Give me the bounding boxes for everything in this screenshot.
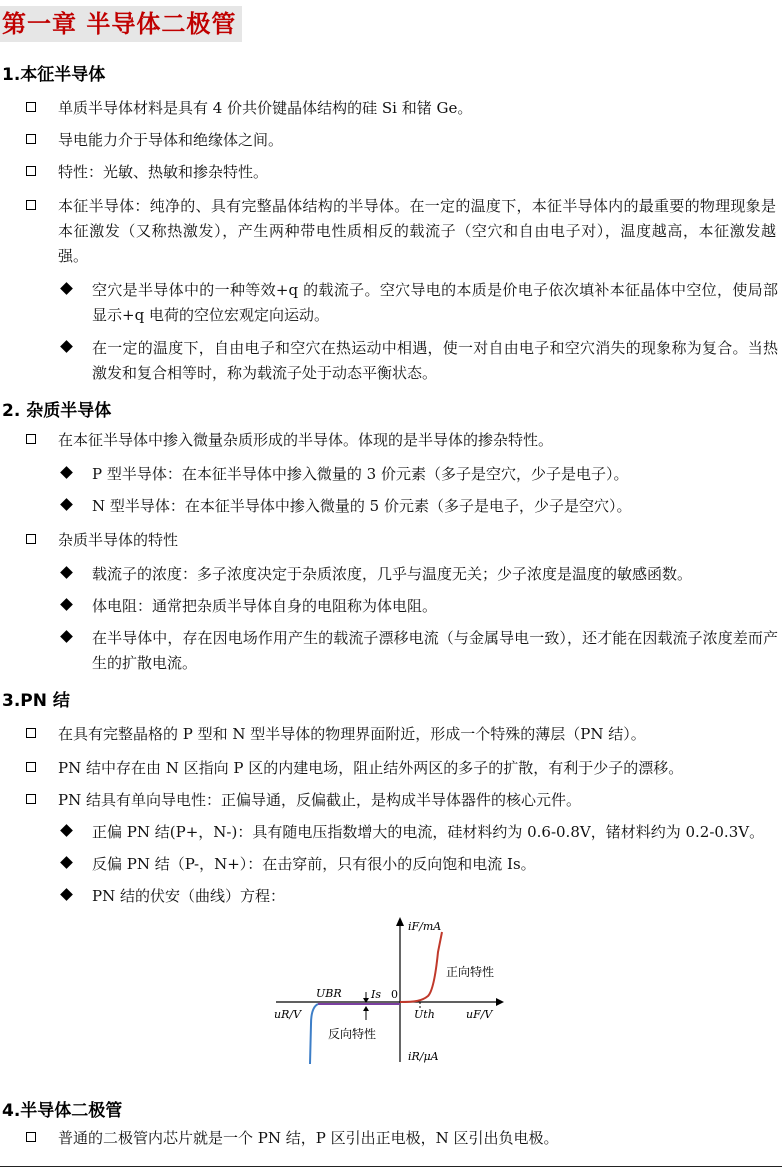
sub-list-item bbox=[60, 884, 778, 909]
diamond-bullet-icon bbox=[60, 498, 73, 511]
list-item-text: 本征半导体：纯净的、具有完整晶体结构的半导体。在一定的温度下，本征半导体内的最重要的物理现象是本征激发（又称热激发），产生两种带电性质相反的载流子（空穴和自由电子对），温度越高，本征激发越强。 bbox=[58, 197, 776, 265]
checkbox-bullet-icon bbox=[26, 134, 36, 144]
list-item bbox=[26, 128, 776, 153]
checkbox-bullet-icon bbox=[26, 762, 36, 772]
diamond-bullet-icon bbox=[60, 340, 73, 353]
diamond-bullet-icon bbox=[60, 888, 73, 901]
diamond-bullet-icon bbox=[60, 598, 73, 611]
checkbox-bullet-icon bbox=[26, 434, 36, 444]
is-label: Is bbox=[371, 988, 381, 1001]
list-item-text: PN 结中存在由 N 区指向 P 区的内建电场，阻止结外两区的多子的扩散，有利于少子的漂移。 bbox=[58, 759, 684, 777]
section-title-4: 4.半导体二极管 bbox=[2, 1101, 123, 1121]
sub-list-item bbox=[60, 462, 778, 487]
list-item bbox=[26, 722, 776, 747]
diamond-bullet-icon bbox=[60, 856, 73, 869]
diamond-bullet-icon bbox=[60, 466, 73, 479]
list-item bbox=[26, 194, 776, 269]
sub-list-item bbox=[60, 562, 778, 587]
diamond-bullet-icon bbox=[60, 566, 73, 579]
sub-list-item-text: 反偏 PN 结（P-，N+）：在击穿前，只有很小的反向饱和电流 Is。 bbox=[92, 855, 536, 873]
uth-label: Uth bbox=[414, 1008, 435, 1021]
list-item bbox=[26, 96, 776, 121]
list-item-text: 在本征半导体中掺入微量杂质形成的半导体。体现的是半导体的掺杂特性。 bbox=[58, 431, 554, 449]
checkbox-bullet-icon bbox=[26, 200, 36, 210]
reverse-arrow-icon bbox=[363, 1006, 369, 1011]
sub-list-item bbox=[60, 626, 778, 676]
list-item-text: 杂质半导体的特性 bbox=[58, 531, 179, 549]
checkbox-bullet-icon bbox=[26, 534, 36, 544]
origin-label: 0 bbox=[391, 988, 398, 1001]
sub-list-item bbox=[60, 852, 778, 877]
ubr-label: UBR bbox=[316, 987, 342, 1000]
list-item-text: 在具有完整晶格的 P 型和 N 型半导体的物理界面附近，形成一个特殊的薄层（PN 结）。 bbox=[58, 725, 646, 743]
list-item-text: 导电能力介于导体和绝缘体之间。 bbox=[58, 131, 284, 149]
iR-label: iR/μA bbox=[408, 1050, 439, 1063]
sub-list-item-text: 空穴是半导体中的一种等效+q 的载流子。空穴导电的本质是价电子依次填补本征晶体中空位，使局部显示+q 电荷的空位宏观定向运动。 bbox=[92, 281, 778, 324]
sub-list-item-text: PN 结的伏安（曲线）方程： bbox=[92, 887, 285, 905]
checkbox-bullet-icon bbox=[26, 794, 36, 804]
checkbox-bullet-icon bbox=[26, 728, 36, 738]
section-title-3: 3.PN 结 bbox=[2, 691, 70, 711]
forward-label: 正向特性 bbox=[446, 965, 495, 979]
diamond-bullet-icon bbox=[60, 282, 73, 295]
list-item bbox=[26, 528, 776, 553]
iF-label: iF/mA bbox=[408, 920, 442, 933]
sub-list-item-text: 体电阻：通常把杂质半导体自身的电阻称为体电阻。 bbox=[92, 597, 438, 615]
sub-list-item-text: 载流子的浓度：多子浓度决定于杂质浓度，几乎与温度无关；少子浓度是温度的敏感函数。 bbox=[92, 565, 693, 583]
list-item-text: PN 结具有单向导电性：正偏导通，反偏截止，是构成半导体器件的核心元件。 bbox=[58, 791, 581, 809]
list-item bbox=[26, 160, 776, 185]
list-item bbox=[26, 428, 776, 453]
list-item bbox=[26, 788, 776, 813]
section-title-2: 2. 杂质半导体 bbox=[2, 401, 112, 421]
uF-label: uF/V bbox=[466, 1008, 493, 1021]
sub-list-item bbox=[60, 820, 778, 845]
forward-curve bbox=[400, 932, 442, 1002]
sub-list-item-text: 在一定的温度下，自由电子和空穴在热运动中相遇，使一对自由电子和空穴消失的现象称为复合。当热激发和复合相等时，称为载流子处于动态平衡状态。 bbox=[92, 339, 778, 382]
diamond-bullet-icon bbox=[60, 630, 73, 643]
checkbox-bullet-icon bbox=[26, 166, 36, 176]
bottom-divider bbox=[0, 1166, 782, 1167]
breakdown-curve bbox=[310, 1004, 318, 1064]
sub-list-item-text: 正偏 PN 结(P+，N-)：具有随电压指数增大的电流，硅材料约为 0.6-0.8V，锗材料约为 0.2-0.3V。 bbox=[92, 823, 765, 841]
section-title-1: 1.本征半导体 bbox=[2, 65, 106, 85]
sub-list-item bbox=[60, 594, 778, 619]
list-item-text: 普通的二极管内芯片就是一个 PN 结，P 区引出正电极，N 区引出负电极。 bbox=[58, 1129, 559, 1147]
sub-list-item bbox=[60, 278, 778, 328]
pn-junction-iv-figure bbox=[270, 912, 510, 1072]
sub-list-item bbox=[60, 336, 778, 386]
list-item bbox=[26, 1126, 776, 1151]
sub-list-item-text: N 型半导体：在本征半导体中掺入微量的 5 价元素（多子是电子，少子是空穴）。 bbox=[92, 497, 632, 515]
list-item-text: 单质半导体材料是具有 4 价共价键晶体结构的硅 Si 和锗 Ge。 bbox=[58, 99, 473, 117]
chapter-title: 第一章 半导体二极管 bbox=[0, 6, 242, 42]
sub-list-item bbox=[60, 494, 778, 519]
uR-label: uR/V bbox=[274, 1008, 302, 1021]
checkbox-bullet-icon bbox=[26, 102, 36, 112]
y-axis-arrow-icon bbox=[396, 917, 404, 926]
sub-list-item-text: P 型半导体：在本征半导体中掺入微量的 3 价元素（多子是空穴，少子是电子）。 bbox=[92, 465, 629, 483]
checkbox-bullet-icon bbox=[26, 1132, 36, 1142]
list-item-text: 特性：光敏、热敏和掺杂特性。 bbox=[58, 163, 269, 181]
reverse-label: 反向特性 bbox=[328, 1027, 377, 1041]
sub-list-item-text: 在半导体中，存在因电场作用产生的载流子漂移电流（与金属导电一致），还才能在因载流子浓度差而产生的扩散电流。 bbox=[92, 629, 778, 672]
x-axis-arrow-icon bbox=[496, 998, 504, 1006]
list-item bbox=[26, 756, 776, 781]
diamond-bullet-icon bbox=[60, 824, 73, 837]
